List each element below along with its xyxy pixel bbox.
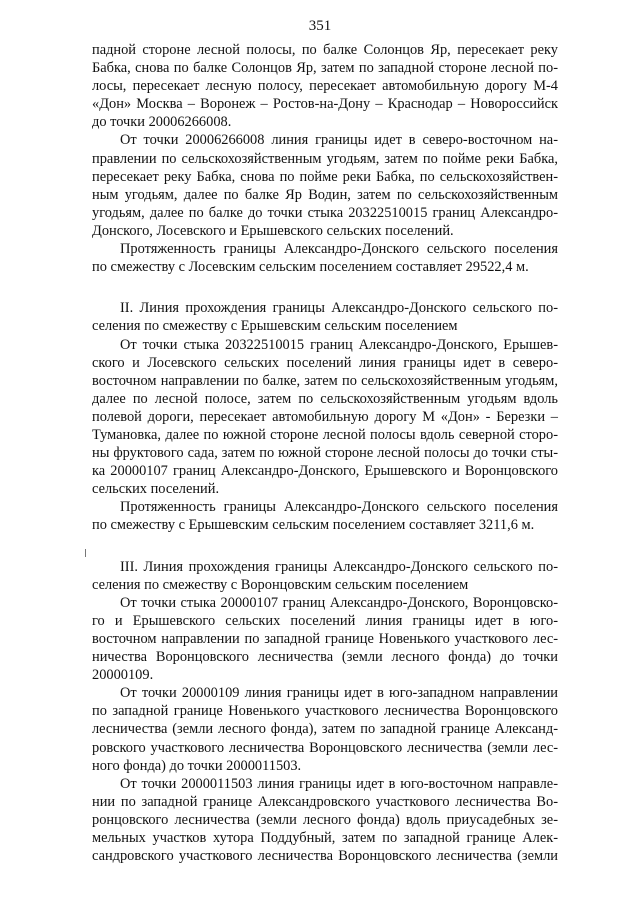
text-line: восточном направлении по балке, затем по сельскохозяйственным угодьям, — [92, 372, 558, 389]
scan-artifact-mark — [85, 549, 86, 557]
text-line: нии по западной границе Александровского участкового лесничества Во- — [92, 793, 558, 810]
paragraph — [92, 775, 558, 865]
text-line: мельных участков хутора Поддубный, затем по западной границе Алек- — [92, 830, 558, 847]
paragraph — [92, 594, 558, 684]
text-line: Протяженность границы Александро-Донского сельского поселения — [120, 499, 558, 516]
text-line: ны фруктового сада, затем по южной стороне лесной полосы до точки сты- — [92, 445, 558, 462]
blank-line — [92, 276, 558, 294]
heading-line: селения по смежеству с Ерышевским сельским поселением — [92, 318, 458, 335]
paragraph — [92, 684, 558, 774]
text-line: сельских поселений. — [92, 481, 220, 498]
text-line: От точки стыка 20000107 границ Александро-Донского, Воронцовско- — [120, 594, 558, 611]
text-line: Бабка, снова по балке Солонцов Яр, затем по западной стороне лесной по- — [92, 60, 558, 77]
text-line: сандровского участкового лесничества Воронцовского лесничества (земли — [92, 848, 558, 865]
text-line: ничества Воронцовского лесничества (земли лесного фонда) до точки — [92, 649, 558, 666]
text-line: Донского, Лосевского и Ерышевского сельских поселений. — [92, 222, 454, 239]
heading-line: II. Линия прохождения границы Александро-Донского сельского по- — [120, 300, 558, 317]
text-line: пересекает реку Бабка, снова по пойме реки Бабка, по сельскохозяйствен- — [92, 168, 558, 185]
page-number: 351 — [308, 18, 332, 34]
blank-line — [92, 535, 558, 553]
text-line: по смежеству с Ерышевским сельским поселением составляет 3211,6 м. — [92, 517, 535, 534]
text-line: лосы, пересекает лесную полосу, пересекает автомобильную дорогу М-4 — [92, 78, 558, 95]
text-line: далее по лесной полосе, затем по сельскохозяйственным угодьям вдоль — [92, 390, 558, 407]
text-line: по западной границе Новенького участкового лесничества Воронцовского — [92, 703, 558, 720]
text-line: От точки стыка 20322510015 границ Александро-Донского, Ерышев- — [120, 336, 558, 353]
text-line: го и Ерышевского сельских поселений линия границы идет в юго- — [92, 612, 558, 629]
text-line: От точки 20006266008 линия границы идет в северо-восточном на- — [120, 132, 558, 149]
text-line: ронцовского лесничества (земли лесного фонда) вдоль приусадебных зе- — [92, 811, 558, 828]
text-line: От точки 20000109 линия границы идет в юго-западном направлении — [120, 685, 558, 702]
section-heading-iii — [92, 558, 558, 594]
text-line: правлении по сельскохозяйственным угодьям, затем по пойме реки Бабка, — [92, 150, 558, 167]
heading-line: III. Линия прохождения границы Александро-Донского сельского по- — [120, 558, 558, 575]
document-body — [92, 41, 558, 865]
text-line: падной стороне лесной полосы, по балке Солонцов Яр, пересекает реку — [92, 42, 558, 58]
text-line: 20000109. — [92, 667, 154, 684]
text-line: угодьям, далее по балке до точки стыка 20322510015 границ Александро- — [92, 204, 558, 221]
text-line: ровского участкового лесничества Воронцовского лесничества (земли лес- — [92, 739, 558, 756]
heading-line: селения по смежеству с Воронцовским сельским поселением — [92, 576, 469, 593]
paragraph-length-summary — [92, 240, 558, 276]
text-line: «Дон» Москва – Воронеж – Ростов-на-Дону – Краснодар – Новороссийск — [92, 96, 558, 113]
text-line: до точки 20006266008. — [92, 114, 232, 131]
paragraph — [92, 336, 558, 499]
paragraph-length-summary — [92, 498, 558, 534]
text-line: ным угодьям, далее по балке Яр Водин, затем по сельскохозяйственным — [92, 186, 558, 203]
text-line: Тумановка, далее по южной стороне лесной полосы вдоль северной сторо- — [92, 426, 558, 443]
text-line: полевой дороги, пересекает автомобильную дорогу М «Дон» - Березки – — [92, 408, 558, 425]
text-line: по смежеству с Лосевским сельским поселением составляет 29522,4 м. — [92, 259, 529, 276]
text-line: Протяженность границы Александро-Донского сельского поселения — [120, 241, 558, 258]
paragraph-continuation — [92, 41, 558, 131]
text-line: ского и Лосевского сельских поселений линия границы идет в северо- — [92, 354, 558, 371]
text-line: ного фонда) до точки 2000011503. — [92, 757, 302, 774]
text-line: лесничества (земли лесного фонда), затем по западной границе Александ- — [92, 721, 558, 738]
text-line: ка 20000107 границ Александро-Донского, Ерышевского и Воронцовского — [92, 463, 558, 480]
section-heading-ii — [92, 299, 558, 335]
text-line: От точки 2000011503 линия границы идет в юго-восточном направле- — [120, 775, 558, 792]
text-line: восточном направлении по западной границе Новенького участкового лес- — [92, 631, 558, 647]
paragraph — [92, 131, 558, 240]
